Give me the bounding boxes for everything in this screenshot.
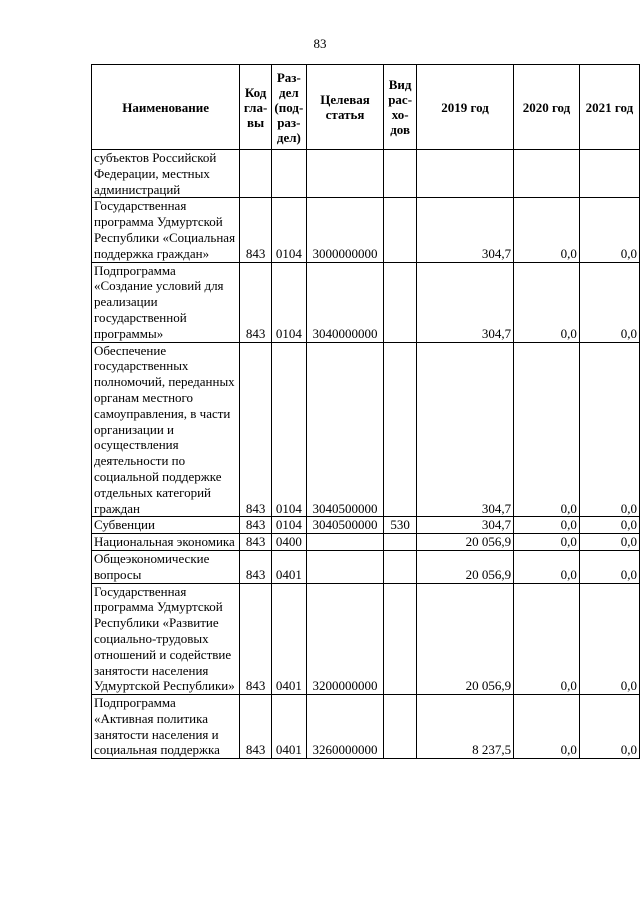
table-row (92, 262, 640, 342)
header-2019: 2019 год (416, 65, 513, 150)
cell-code: 843 (240, 342, 272, 517)
table-row (92, 342, 640, 517)
table-header-row (92, 65, 640, 150)
cell-target: 3200000000 (306, 583, 384, 695)
cell-code: 843 (240, 550, 272, 583)
cell-target: 3040500000 (306, 342, 384, 517)
cell-name: субъектов Российской Федерации, местных администраций (92, 150, 240, 198)
cell-2021: 0,0 (579, 198, 639, 262)
cell-name: Субвенции (92, 517, 240, 534)
cell-target: 3040000000 (306, 262, 384, 342)
cell-2020: 0,0 (514, 517, 580, 534)
cell-code: 843 (240, 534, 272, 551)
cell-2019: 8 237,5 (416, 695, 513, 759)
cell-2020 (514, 150, 580, 198)
cell-name: Общеэкономические вопросы (92, 550, 240, 583)
cell-2021: 0,0 (579, 517, 639, 534)
cell-code: 843 (240, 198, 272, 262)
cell-vid: 530 (384, 517, 417, 534)
cell-vid (384, 150, 417, 198)
cell-2021 (579, 150, 639, 198)
cell-vid (384, 550, 417, 583)
cell-2021: 0,0 (579, 583, 639, 695)
table-row (92, 198, 640, 262)
cell-2021: 0,0 (579, 342, 639, 517)
cell-2020: 0,0 (514, 262, 580, 342)
cell-section: 0104 (271, 517, 306, 534)
cell-2019: 20 056,9 (416, 534, 513, 551)
cell-section (271, 150, 306, 198)
cell-2019: 304,7 (416, 198, 513, 262)
cell-section: 0401 (271, 695, 306, 759)
cell-2020: 0,0 (514, 550, 580, 583)
cell-name: Подпрограмма «Активная политика занятости населения и социальная поддержка (92, 695, 240, 759)
cell-code: 843 (240, 583, 272, 695)
cell-section: 0401 (271, 583, 306, 695)
cell-2020: 0,0 (514, 583, 580, 695)
header-code: Код гла- вы (240, 65, 272, 150)
header-2020: 2020 год (514, 65, 580, 150)
header-vid: Вид рас- хо- дов (384, 65, 417, 150)
header-2021: 2021 год (579, 65, 639, 150)
cell-code: 843 (240, 262, 272, 342)
cell-vid (384, 198, 417, 262)
cell-2020: 0,0 (514, 534, 580, 551)
cell-vid (384, 534, 417, 551)
table-row (92, 534, 640, 551)
cell-2020: 0,0 (514, 695, 580, 759)
cell-target: 3260000000 (306, 695, 384, 759)
table-row (92, 583, 640, 695)
cell-target (306, 150, 384, 198)
cell-2021: 0,0 (579, 262, 639, 342)
cell-vid (384, 695, 417, 759)
table-row (92, 695, 640, 759)
cell-section: 0104 (271, 262, 306, 342)
cell-code (240, 150, 272, 198)
header-name: Наименование (92, 65, 240, 150)
header-target: Целевая статья (306, 65, 384, 150)
budget-table (91, 64, 640, 759)
cell-2019: 304,7 (416, 262, 513, 342)
cell-2021: 0,0 (579, 534, 639, 551)
header-section: Раз- дел (под- раз- дел) (271, 65, 306, 150)
table-row (92, 517, 640, 534)
cell-2019: 304,7 (416, 517, 513, 534)
cell-name: Государственная программа Удмуртской Республики «Социальная поддержка граждан» (92, 198, 240, 262)
cell-target: 3000000000 (306, 198, 384, 262)
cell-vid (384, 342, 417, 517)
cell-target (306, 550, 384, 583)
cell-2020: 0,0 (514, 342, 580, 517)
cell-name: Обеспечение государственных полномочий, переданных органам местного самоуправления, в части организации и осуществления деятельности по социальной поддержке отдельных категорий граждан (92, 342, 240, 517)
cell-target (306, 534, 384, 551)
cell-section: 0400 (271, 534, 306, 551)
cell-code: 843 (240, 517, 272, 534)
cell-code: 843 (240, 695, 272, 759)
cell-target: 3040500000 (306, 517, 384, 534)
cell-section: 0401 (271, 550, 306, 583)
cell-2021: 0,0 (579, 550, 639, 583)
cell-vid (384, 262, 417, 342)
page-number: 83 (313, 36, 327, 51)
cell-name: Национальная экономика (92, 534, 240, 551)
cell-name: Подпрограмма «Создание условий для реализации государственной программы» (92, 262, 240, 342)
cell-2019: 20 056,9 (416, 583, 513, 695)
cell-name: Государственная программа Удмуртской Республики «Развитие социально-трудовых отношений и содействие занятости населения Удмуртской Республики» (92, 583, 240, 695)
cell-2019: 20 056,9 (416, 550, 513, 583)
cell-2019 (416, 150, 513, 198)
cell-vid (384, 583, 417, 695)
cell-2019: 304,7 (416, 342, 513, 517)
table-row (92, 550, 640, 583)
cell-section: 0104 (271, 198, 306, 262)
cell-2021: 0,0 (579, 695, 639, 759)
table-row (92, 150, 640, 198)
cell-section: 0104 (271, 342, 306, 517)
cell-2020: 0,0 (514, 198, 580, 262)
